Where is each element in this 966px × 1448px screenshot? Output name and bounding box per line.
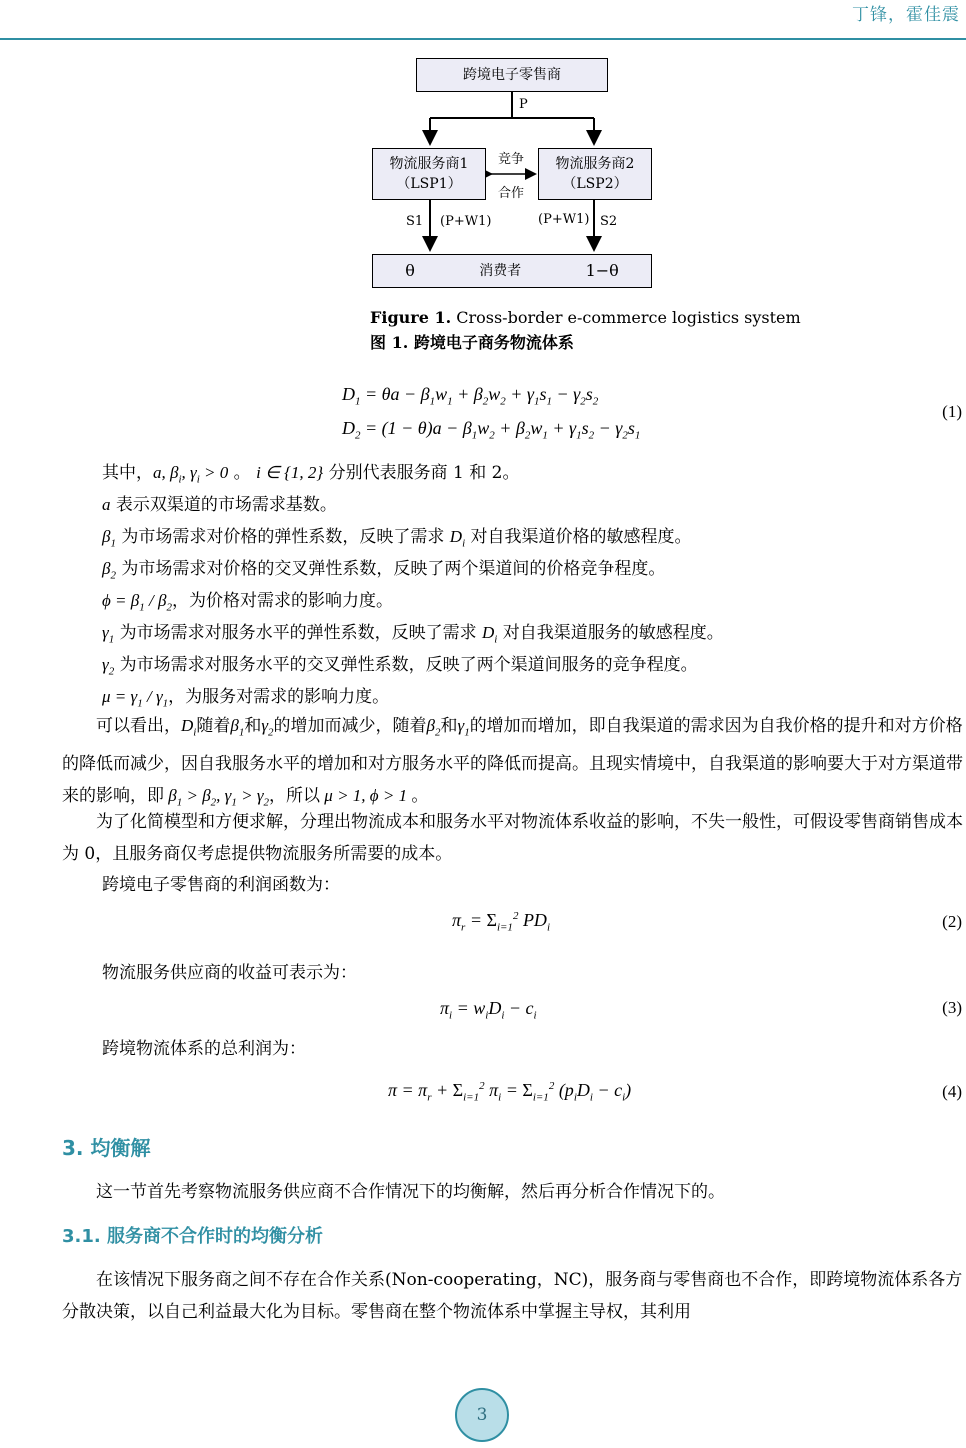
paragraph-3: 跨境电子零售商的利润函数为： xyxy=(102,875,340,895)
logistics-diagram xyxy=(360,52,670,292)
paragraph-2: 为了化简模型和方便求解，分理出物流成本和服务水平对物流体系收益的影响，不失一般性，可假设零售商销售成本为 0，且服务商仅考虑提供物流服务所需要的成本。 xyxy=(62,812,963,864)
pw1-left-label: (P+W1) xyxy=(440,214,492,229)
page-number: 3 xyxy=(455,1388,509,1442)
consumer-label: 消费者 xyxy=(479,263,522,279)
caption-label: Figure 1. xyxy=(370,308,452,327)
lsp1-code: （LSP1） xyxy=(396,176,462,192)
lsp2-code: （LSP2） xyxy=(562,176,628,192)
header-rule xyxy=(0,38,966,40)
paragraph-6: 这一节首先考察物流服务供应商不合作情况下的均衡解，然后再分析合作情况下的。 xyxy=(96,1182,725,1202)
equation-2: $\pi_r = \Sigma_{i=1}^2$ $PD_i$ xyxy=(452,910,550,934)
paragraph-7: 在该情况下服务商之间不存在合作关系(Non-cooperating，NC)，服务商与零售商也不合作，即跨境物流体系各方分散决策，以自己利益最大化为目标。零售商在整个物流体系中掌握主导权，其利用 xyxy=(62,1270,963,1322)
paragraph-1: 可以看出，$D_i$随着$\beta_1$和$\gamma_2$的增加而减少，随着$\beta_2$和$\gamma_1$的增加而增加，即自我渠道的需求因为自我价格的提升和对方价格的降低而减少，因自我服务水平的增加和对方服务水平的降低而提高。且现实情境中，自我渠道的影响要大于对方渠道带来的影响，即 $\beta_1 > \beta_2$, $\gamma_1 > \gamma_2$，所以 μ > 1, ϕ > 1 。 xyxy=(62,716,963,809)
equation-2-number: (2) xyxy=(942,912,962,931)
price-label: P xyxy=(519,97,528,112)
b1-desc: $\beta_1$ 为市场需求对价格的弹性系数，反映了需求 $D_i$ 对自我渠道价格的敏感程度。 xyxy=(102,527,692,550)
phi-desc: $\phi = \beta_1 / \beta_2$，为价格对需求的影响力度。 xyxy=(102,591,393,614)
retailer-box xyxy=(416,58,608,92)
retailer-label: 跨境电子零售商 xyxy=(463,67,561,83)
g1-desc: $\gamma_1$ 为市场需求对服务水平的弹性系数，反映了需求 $D_i$ 对自我渠道服务的敏感程度。 xyxy=(102,623,724,646)
a-desc: a 表示双渠道的市场需求基数。 xyxy=(102,495,337,515)
cooperate-label: 合作 xyxy=(498,186,525,201)
g2-desc: $\gamma_2$ 为市场需求对服务水平的交叉弹性系数，反映了两个渠道间服务的竞争程度。 xyxy=(102,655,698,678)
equation-1a: $D_1 = \theta a - \beta_1w_1 + \beta_2w_2 + \gamma_1s_1 - \gamma_2s_2$ xyxy=(342,384,599,408)
equation-4-number: (4) xyxy=(942,1082,962,1101)
s1-label: S1 xyxy=(406,214,424,229)
section-3-1-title: 3.1. 服务商不合作时的均衡分析 xyxy=(62,1226,323,1247)
figure-caption-en xyxy=(370,308,801,327)
equation-3-number: (3) xyxy=(942,998,962,1017)
lsp2-name: 物流服务商2 xyxy=(555,156,635,172)
lsp2-box xyxy=(538,148,652,200)
caption-text-en: Cross-border e-commerce logistics system xyxy=(456,308,801,327)
pw1-right-label: (P+W1) xyxy=(538,212,590,227)
mu-desc: $\mu = \gamma_1 / \gamma_1$，为服务对需求的影响力度。 xyxy=(102,687,390,710)
consumer-box xyxy=(372,254,652,288)
header-authors: 丁锋，霍佳震 xyxy=(852,5,960,25)
lsp1-name: 物流服务商1 xyxy=(389,156,469,172)
paragraph-5: 跨境物流体系的总利润为： xyxy=(102,1039,306,1059)
equation-1b: $D_2 = (1 - \theta)a - \beta_1w_2 + \beta_2w_1 + \gamma_1s_2 - \gamma_2s_1$ xyxy=(342,418,641,442)
figure-caption-cn: 图 1. 跨境电子商务物流体系 xyxy=(370,333,574,352)
section-3-title: 3. 均衡解 xyxy=(62,1136,151,1160)
s2-label: S2 xyxy=(600,214,618,229)
equation-1-number: (1) xyxy=(942,402,962,421)
lsp1-box xyxy=(372,148,486,200)
compete-label: 竞争 xyxy=(498,152,525,167)
b2-desc: $\beta_2$ 为市场需求对价格的交叉弹性系数，反映了两个渠道间的价格竞争程度。 xyxy=(102,559,666,582)
equation-3: $\pi_i = w_iD_i - c_i$ xyxy=(440,998,537,1022)
equation-4: $\pi = \pi_r + \Sigma_{i=1}^2$ $\pi_i = \Sigma_{i=1}^2$ $(p_iD_i - c_i)$ xyxy=(388,1080,632,1104)
one-minus-theta-label: 1−θ xyxy=(585,261,619,280)
where-line: 其中，a, $\beta_i$, $\gamma_i > 0$ 。 i ∈ {1, 2} 分别代表服务商 1 和 2。 xyxy=(102,463,520,486)
theta-label: θ xyxy=(405,261,415,280)
paragraph-4: 物流服务供应商的收益可表示为： xyxy=(102,963,357,983)
